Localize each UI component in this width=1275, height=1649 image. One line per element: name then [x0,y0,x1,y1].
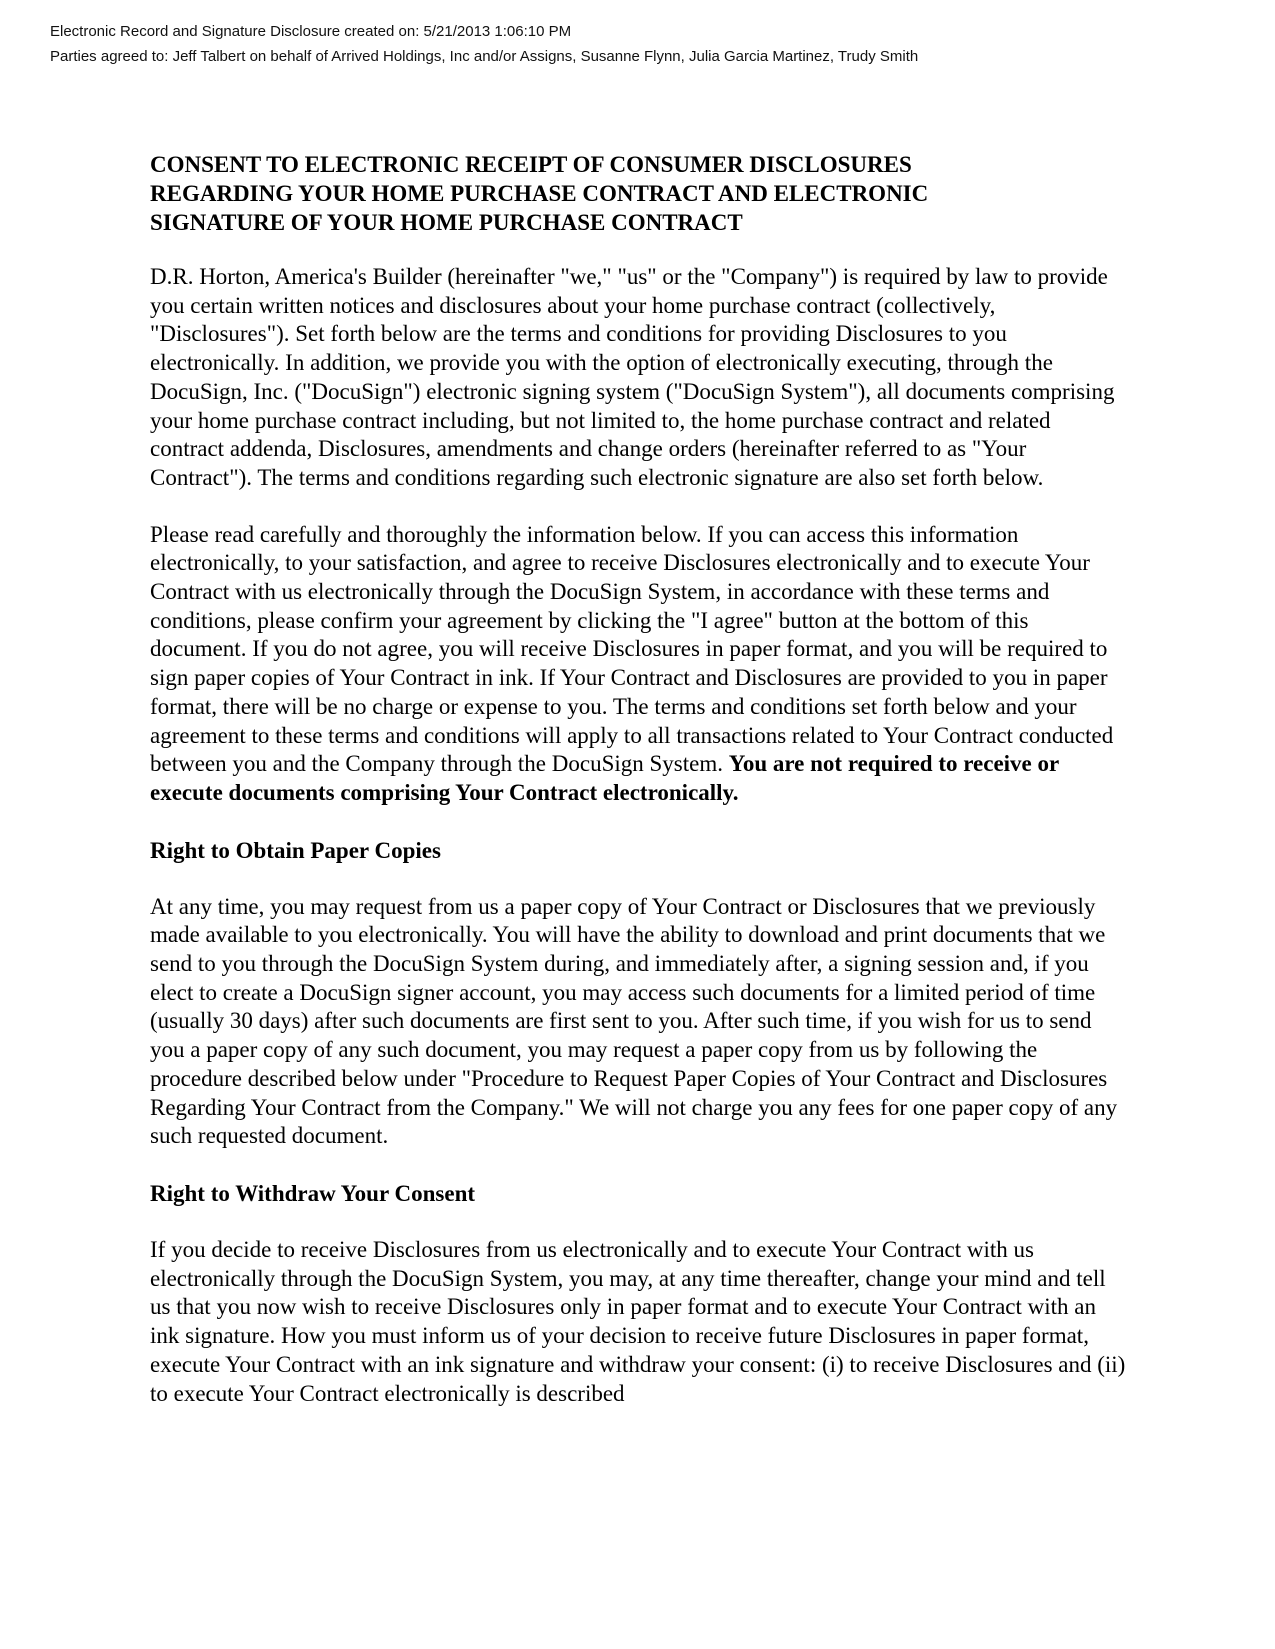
document-title [150,150,1130,237]
title-line-2: REGARDING YOUR HOME PURCHASE CONTRACT AND ELECTRONIC [150,181,929,206]
paper-copies-heading: Right to Obtain Paper Copies [150,837,441,863]
not-required-statement: You are not required to receive or execute documents comprising Your Contract electronically. [150,751,1059,805]
parties-agreed-line: Parties agreed to: Jeff Talbert on behalf of Arrived Holdings, Inc and/or Assigns, Susanne Flynn, Julia Garcia Martinez, Trudy Smith [50,48,919,65]
intro-paragraph: D.R. Horton, America's Builder (hereinafter "we," "us" or the "Company") is required by law to provide you certain written notices and disclosures about your home purchase contract (collectively, "Disclosures"). Set forth below are the terms and conditions for providing Disclosures to you electronically. In addition, we provide you with the option of electronically executing, through the DocuSign, Inc. ("DocuSign") electronic signing system ("DocuSign System"), all documents comprising your home purchase contract including, but not limited to, the home purchase contract and related contract addenda, Disclosures, amendments and change orders (hereinafter referred to as "Your Contract"). The terms and conditions regarding such electronic signature are also set forth below. [150,264,1115,490]
title-line-1: CONSENT TO ELECTRONIC RECEIPT OF CONSUMER DISCLOSURES [150,152,912,177]
withdraw-consent-heading: Right to Withdraw Your Consent [150,1180,476,1206]
read-carefully-paragraph [150,521,1130,808]
read-carefully-text: Please read carefully and thoroughly the information below. If you can access this information electronically, to your satisfaction, and agree to receive Disclosures electronically and to execute Your Contract with us electronically through the DocuSign System, in accordance with these terms and conditions, please confirm your agreement by clicking the "I agree" button at the bottom of this document. If you do not agree, you will receive Disclosures in paper format, and you will be required to sign paper copies of Your Contract in ink. If Your Contract and Disclosures are provided to you in paper format, there will be no charge or expense to you. The terms and conditions set forth below and your agreement to these terms and conditions will apply to all transactions related to Your Contract conducted between you and the Company through the DocuSign System. [150,521,1114,777]
title-line-3: SIGNATURE OF YOUR HOME PURCHASE CONTRACT [150,210,743,235]
disclosure-document-body [150,150,1130,1408]
paper-copies-paragraph: At any time, you may request from us a paper copy of Your Contract or Disclosures that we previously made available to you electronically. You will have the ability to download and print documents that we send to you through the DocuSign System during, and immediately after, a signing session and, if you elect to create a DocuSign signer account, you may access such documents for a limited period of time (usually 30 days) after such documents are first sent to you. After such time, if you wish for us to send you a paper copy of any such document, you may request a paper copy from us by following the procedure described below under "Procedure to Request Paper Copies of Your Contract and Disclosures Regarding Your Contract from the Company." We will not charge you any fees for one paper copy of any such requested document. [150,893,1118,1149]
document-header [50,19,918,69]
created-on-line: Electronic Record and Signature Disclosure created on: 5/21/2013 1:06:10 PM [50,23,572,40]
withdraw-consent-paragraph: If you decide to receive Disclosures from us electronically and to execute Your Contract with us electronically through the DocuSign System, you may, at any time thereafter, change your mind and tell us that you now wish to receive Disclosures only in paper format and to execute Your Contract with an ink signature. How you must inform us of your decision to receive future Disclosures in paper format, execute Your Contract with an ink signature and withdraw your consent: (i) to receive Disclosures and (ii) to execute Your Contract electronically is described [150,1236,1126,1406]
